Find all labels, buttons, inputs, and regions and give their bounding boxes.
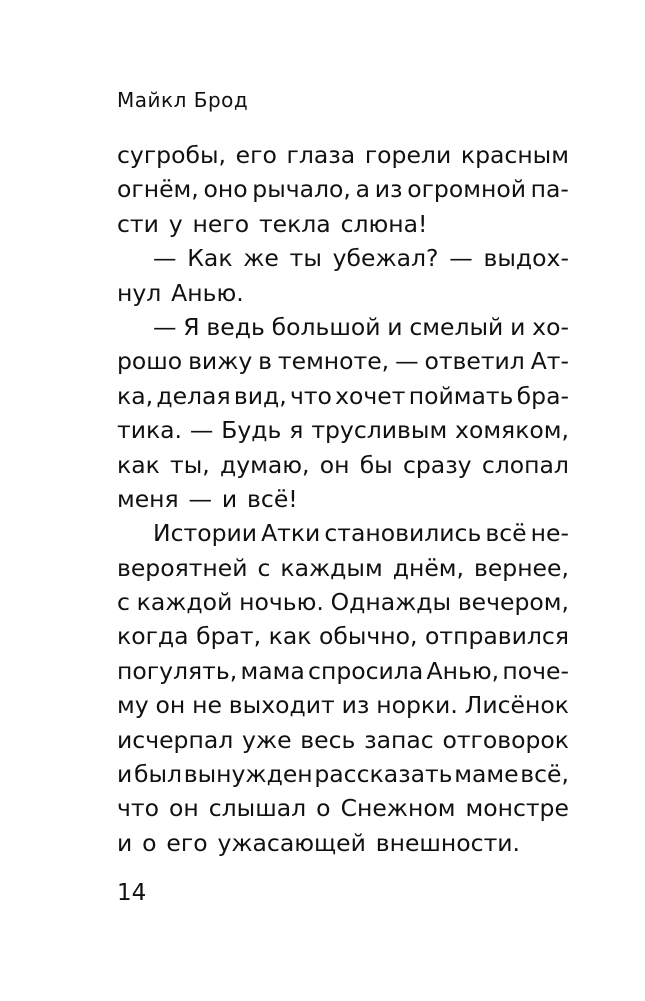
word: и [510,312,526,341]
word: днём, [392,553,464,582]
word: хомяком, [455,416,569,445]
word: и [117,760,133,789]
word: слышал [208,794,307,823]
word: в [258,347,273,376]
word: отговорок [442,725,569,754]
word: нул [117,278,162,307]
word: трусливым [311,416,448,445]
word: сугробы, [117,141,226,169]
word: текла [258,209,331,238]
word: с [117,588,130,617]
word: рассказать [314,760,453,789]
word: — [395,347,419,376]
word: Будь [221,416,282,445]
text-line [117,826,569,860]
text-line [117,791,569,825]
text-line [117,482,569,516]
word: поймать [408,381,514,410]
word: Снежном [340,794,456,823]
word: не [192,691,222,720]
word: вид, [233,381,287,410]
word: монстре [465,794,569,823]
text-line [117,619,569,653]
word: и [117,828,133,857]
text-line [117,379,569,413]
word: горели [364,141,452,169]
word: Однажды [330,588,452,617]
word: исчерпал [117,725,234,754]
word: глаза [286,141,356,169]
word: что [117,794,159,823]
word: из [374,175,403,204]
text-line [117,207,569,241]
word: всё [485,519,527,548]
word: его [166,828,208,857]
word: что [289,381,332,410]
text-line [117,241,569,275]
word: из [341,691,370,720]
text-line [117,344,569,378]
word: сти [117,209,159,238]
text-line [117,138,569,172]
text-line [117,585,569,619]
word: спросила [308,656,424,685]
word: вечером, [457,588,569,617]
word: внешности. [375,828,521,857]
word: слопал [481,450,569,479]
word: па- [530,175,569,204]
word: брат, [196,622,262,651]
word: Анью, [426,656,500,685]
word: как [268,622,312,651]
word: красным [460,141,569,169]
page-number: 14 [117,880,147,906]
word: сразу [402,450,472,479]
word: он [168,794,199,823]
word: него [192,209,250,238]
word: обычно, [318,622,418,651]
word: как [117,450,160,479]
word: становились [324,519,482,548]
word: у [168,209,183,238]
text-line [117,516,569,550]
word: Анью. [171,278,244,307]
word: ты, [170,450,210,479]
word: запас [364,725,434,754]
word: огромной [407,175,526,204]
word: делая [156,381,231,410]
running-header-author: Майкл Брод [117,88,249,112]
text-line [117,551,569,585]
word: ночью. [239,588,324,617]
word: вижу [188,347,253,376]
word: Атки [261,519,321,548]
word: и [387,312,403,341]
word: огнём, [117,175,199,204]
word: выдох- [483,244,569,273]
word: уже [242,725,292,754]
word: Ат- [530,347,569,376]
word: погулять, [117,656,238,685]
word: всё, [520,760,569,789]
word: Я [183,312,200,341]
text-line [117,276,569,310]
word: бы [359,450,393,479]
word: оно [203,175,248,204]
word: он [155,691,186,720]
word: весь [300,725,356,754]
word: каждым [280,553,383,582]
word: убежал? [332,244,439,273]
text-line [117,172,569,206]
word: ведь [206,312,265,341]
word: — [449,244,473,273]
text-line [117,310,569,344]
word: же [243,244,279,273]
word: вероятней [117,553,248,582]
word: рычало, [252,175,351,204]
word: рошо [117,347,183,376]
text-line [117,413,569,447]
word: маме [454,760,519,789]
word: вернее, [473,553,569,582]
text-line [117,654,569,688]
word: хочет [335,381,406,410]
word: с [257,553,271,582]
word: — [153,312,177,341]
word: был [133,760,183,789]
word: Лисёнок [464,691,569,720]
text-line [117,448,569,482]
word: — [188,484,213,513]
text-line [117,757,569,791]
word: Истории [153,519,258,548]
word: хо- [532,312,569,341]
word: бра- [516,381,569,410]
word: слюна! [340,209,428,238]
word: — [153,244,177,273]
word: мама [240,656,305,685]
word: ответил [424,347,525,376]
word: — [189,416,214,445]
word: темноте, [277,347,390,376]
word: о [142,828,157,857]
word: каждой [136,588,233,617]
word: меня [117,484,179,513]
word: ка, [117,381,154,410]
word: смелый [409,312,504,341]
word: отправился [425,622,569,651]
word: большой [271,312,381,341]
word: поче- [502,656,569,685]
word: думаю, [219,450,310,479]
word: норки. [376,691,458,720]
text-line [117,723,569,757]
word: я [289,416,304,445]
word: а [355,175,371,204]
word: ты [289,244,322,273]
word: тика. [117,416,183,445]
word: выходит [228,691,335,720]
word: когда [117,622,189,651]
word: Как [187,244,233,273]
word: он [319,450,350,479]
word: не- [530,519,569,548]
word: вынужден [183,760,313,789]
word: его [235,141,277,169]
word: му [117,691,149,720]
text-line [117,688,569,722]
word: и [221,484,238,513]
page-body-text [117,138,569,860]
word: о [316,794,331,823]
word: ужасающей [217,828,366,857]
word: всё! [247,484,298,513]
